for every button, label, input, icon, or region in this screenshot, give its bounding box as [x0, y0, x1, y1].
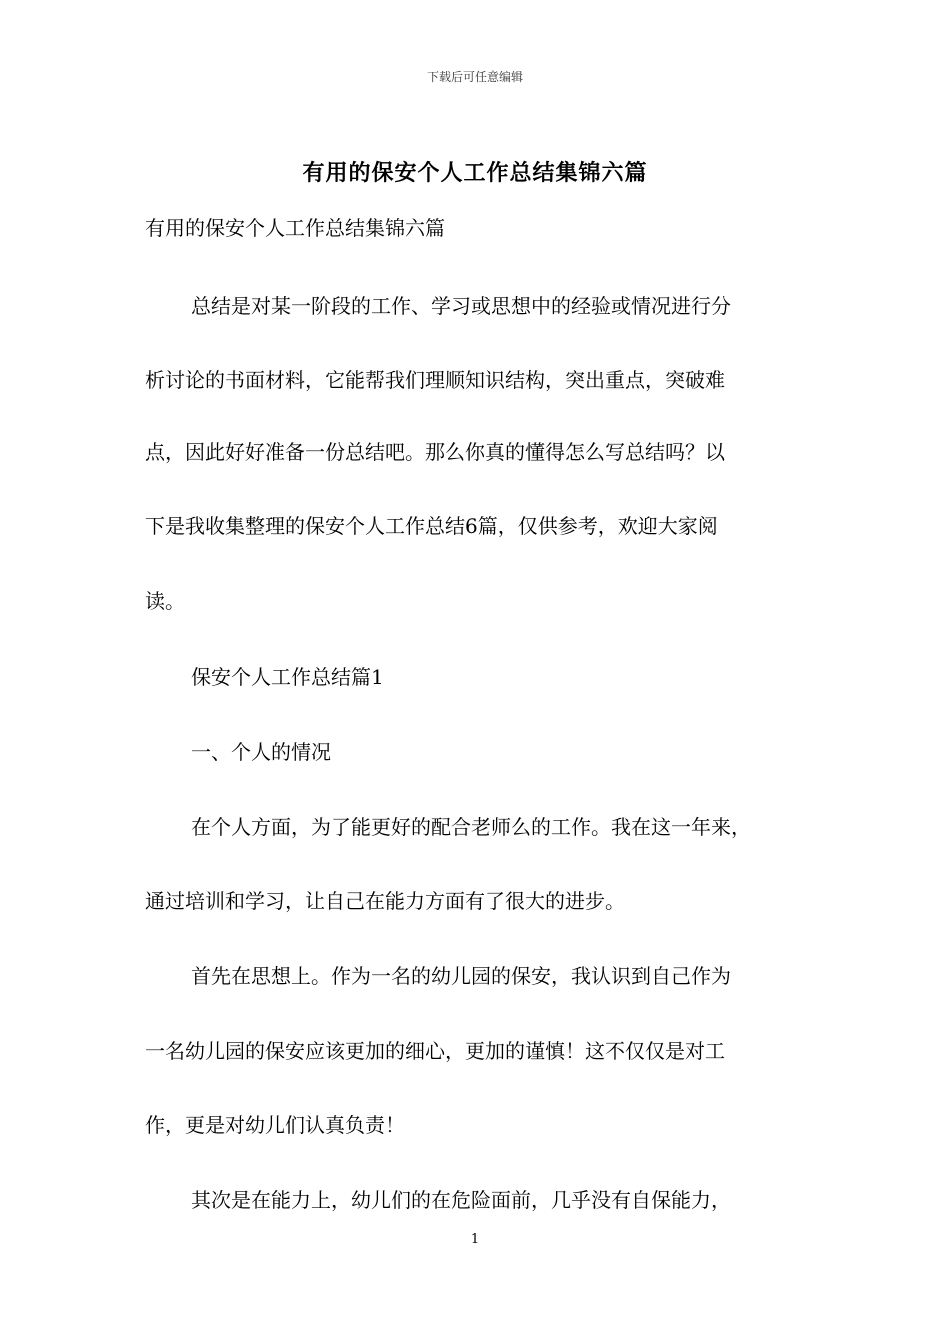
paragraph-line: 首先在思想上。作为一名的幼儿园的保安，我认识到自己作为 [191, 964, 731, 988]
paragraph-line: 下是我收集整理的保安个人工作总结6篇，仅供参考，欢迎大家阅 [145, 514, 718, 538]
paragraph-line: 作，更是对幼儿们认真负责！ [145, 1113, 405, 1137]
paragraph-line: 总结是对某一阶段的工作、学习或思想中的经验或情况进行分 [191, 294, 731, 318]
paragraph-line: 通过培训和学习，让自己在能力方面有了很大的进步。 [145, 889, 625, 913]
page-header: 下载后可任意编辑 [426, 70, 523, 84]
paragraph-line: 读。 [145, 589, 185, 613]
paragraph-line: 其次是在能力上，幼儿们的在危险面前，几乎没有自保能力， [191, 1188, 731, 1212]
paragraph-line: 在个人方面，为了能更好的配合老师么的工作。我在这一年来， [191, 815, 751, 839]
paragraph-line: 一名幼儿园的保安应该更加的细心，更加的谨慎！这不仅仅是对工 [145, 1039, 725, 1063]
paragraph-line: 点，因此好好准备一份总结吧。那么你真的懂得怎么写总结吗？以 [145, 440, 725, 464]
section-heading: 保安个人工作总结篇1 [191, 665, 384, 689]
paragraph-line: 析讨论的书面材料，它能帮我们理顺知识结构，突出重点，突破难 [145, 368, 725, 392]
page-number: 1 [470, 1232, 480, 1247]
document-title: 有用的保安个人工作总结集锦六篇 [302, 160, 648, 186]
subsection-heading: 一、个人的情况 [191, 740, 331, 764]
subtitle-line: 有用的保安个人工作总结集锦六篇 [145, 216, 445, 240]
